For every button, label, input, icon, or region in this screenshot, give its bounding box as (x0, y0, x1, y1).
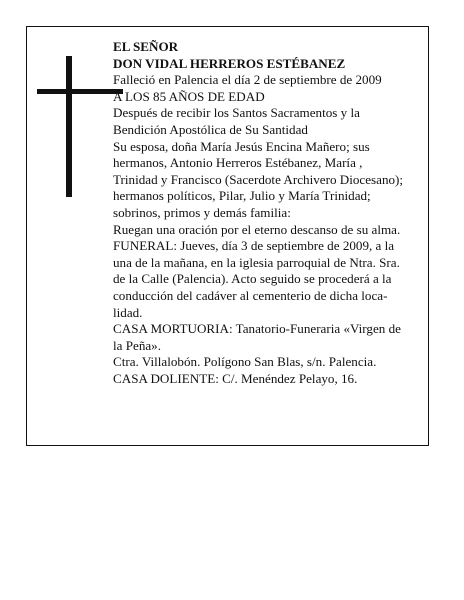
prayer-line: Ruegan una oración por el eterno descanso de su alma. (113, 221, 401, 237)
age-line: A LOS 85 AÑOS DE EDAD (113, 88, 265, 104)
funeral-line: conducción del cadáver al cementerio de dicha loca- (113, 287, 388, 303)
obituary-notice (26, 26, 429, 446)
mortuary-address-line: Ctra. Villalobón. Polígono San Blas, s/n. Palencia. (113, 354, 377, 370)
funeral-line: FUNERAL: Jueves, día 3 de septiembre de 2009, a la (113, 238, 395, 254)
notice-deceased-name: DON VIDAL HERREROS ESTÉBANEZ (113, 55, 346, 71)
mourning-house-line: CASA DOLIENTE: C/. Menéndez Pelayo, 16. (113, 370, 358, 386)
cross-vertical-bar (66, 56, 72, 197)
family-line: Trinidad y Francisco (Sacerdote Archivero Diocesano); (113, 171, 404, 187)
funeral-line: una de la mañana, en la iglesia parroquial de Ntra. Sra. (113, 254, 400, 270)
family-line: hermanos, Antonio Herreros Estébanez, María , (113, 155, 363, 171)
family-line: Su esposa, doña María Jesús Encina Mañero; sus (113, 138, 370, 154)
funeral-line: lidad. (113, 304, 143, 320)
notice-text (113, 39, 425, 387)
sacraments-line: Bendición Apostólica de Su Santidad (113, 121, 308, 137)
sacraments-line: Después de recibir los Santos Sacramentos y la (113, 105, 360, 121)
family-line: sobrinos, primos y demás familia: (113, 204, 291, 220)
mortuary-line: la Peña». (113, 337, 161, 353)
funeral-line: de la Calle (Palencia). Acto seguido se procederá a la (113, 271, 392, 287)
mortuary-line: CASA MORTUORIA: Tanatorio-Funeraria «Virgen de (113, 321, 401, 337)
death-date-line: Falleció en Palencia el día 2 de septiembre de 2009 (113, 72, 382, 88)
notice-title-line1: EL SEÑOR (113, 39, 179, 54)
family-line: hermanos políticos, Pilar, Julio y María Trinidad; (113, 188, 371, 204)
cross-horizontal-bar (37, 89, 123, 94)
